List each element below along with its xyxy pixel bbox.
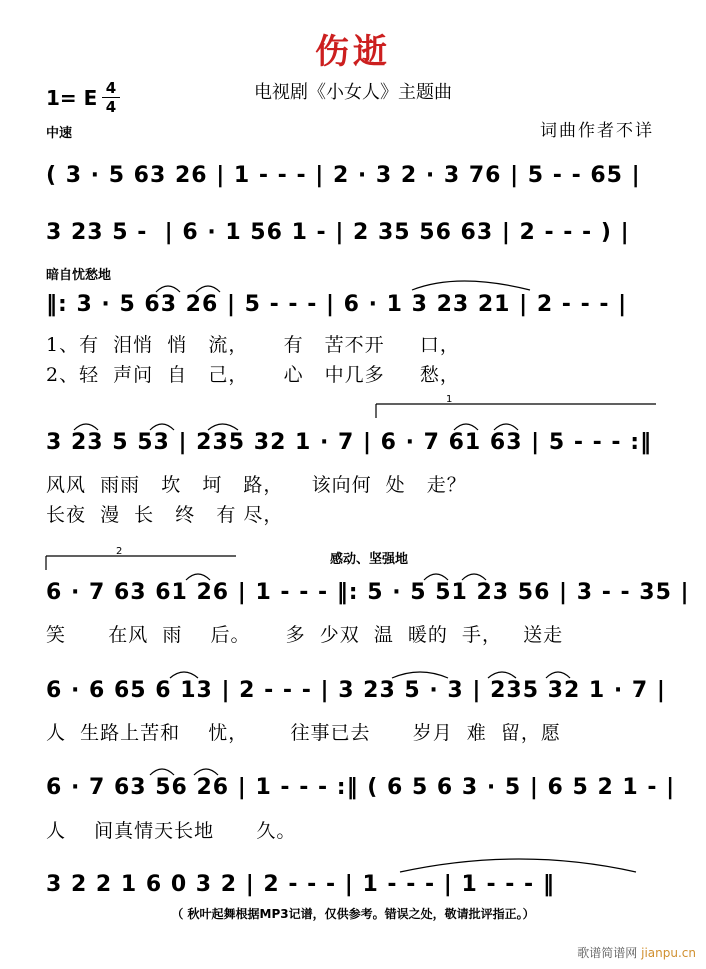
slur-mark xyxy=(156,286,180,292)
volta-bracket-2 xyxy=(46,546,236,570)
slur-mark xyxy=(454,424,478,430)
tie-mark xyxy=(400,859,636,872)
tempo-marking: 中速 xyxy=(46,126,73,141)
lyric-line-4-verse-2: 长夜 漫 长 终 有 尽， xyxy=(46,504,284,526)
notation-line-2: 3 23 5 - | 6 · 1 56 1 - | 2 35 56 63 | 2 - - - ) | xyxy=(46,220,630,245)
expression-marking-1: 暗自忧愁地 xyxy=(46,268,112,283)
meter-bottom: 4 xyxy=(105,98,117,116)
meter-top: 4 xyxy=(105,79,117,97)
lyric-line-5: 笑 在风 雨 后。 多 少双 温 暖的 手， 送走 xyxy=(46,624,564,646)
slur-mark xyxy=(150,769,174,775)
transcription-note: （ 秋叶起舞根据MP3记谱，仅供参考。错误之处，敬请批评指正。） xyxy=(171,907,535,921)
watermark-url: jianpu.cn xyxy=(641,946,696,960)
lyric-line-3-verse-2: 2、轻 声问 自 己， 心 中几多 愁， xyxy=(46,364,460,386)
notation-line-6: 6 · 6 65 6 13 | 2 - - - | 3 23 5 · 3 | 235 32 1 · 7 | xyxy=(46,678,666,703)
slur-mark xyxy=(412,281,530,290)
slur-mark xyxy=(488,672,516,678)
watermark-site-name: 歌谱简谱网 xyxy=(577,946,638,960)
song-title: 伤逝 xyxy=(315,32,391,72)
volta-bracket-1 xyxy=(376,394,656,418)
slur-mark xyxy=(462,574,486,580)
volta-number-2: 2 xyxy=(116,546,123,557)
expression-marking-2: 感动、坚强地 xyxy=(330,552,409,567)
notation-line-1: ( 3 · 5 63 26 | 1 - - - | 2 · 3 2 · 3 76 | 5 - - 65 | xyxy=(46,163,641,188)
composer-credit: 词曲作者不详 xyxy=(540,121,654,141)
slur-mark xyxy=(208,424,238,430)
notation-line-8: 3 2 2 1 6 0 3 2 | 2 - - - | 1 - - - | 1 - - - ‖ xyxy=(46,872,555,897)
notation-line-4: 3 23 5 53 | 235 32 1 · 7 | 6 · 7 61 63 | 5 - - - :‖ xyxy=(46,430,653,455)
slur-mark xyxy=(186,574,210,580)
slur-mark xyxy=(546,672,570,678)
slur-mark xyxy=(392,672,448,678)
lyric-line-7: 人 间真情天长地 久。 xyxy=(46,820,297,842)
slur-mark xyxy=(150,424,174,430)
notation-line-5: 6 · 7 63 61 26 | 1 - - - ‖: 5 · 5 51 23 56 | 3 - - 35 | xyxy=(46,580,690,605)
key-signature: 1= E xyxy=(46,86,98,110)
slur-mark xyxy=(170,672,198,678)
slur-mark xyxy=(196,286,220,292)
volta-number-1: 1 xyxy=(446,394,453,405)
notation-line-3: ‖: 3 · 5 63 26 | 5 - - - | 6 · 1 3 23 21 | 2 - - - | xyxy=(46,292,628,317)
slur-mark xyxy=(74,424,98,430)
slur-mark xyxy=(494,424,518,430)
lyric-line-3-verse-1: 1、有 泪悄 悄 流， 有 苦不开 口， xyxy=(46,334,460,356)
lyric-line-4-verse-1: 风风 雨雨 坎 坷 路， 该向何 处 走？ xyxy=(46,474,467,496)
lyric-line-6: 人 生路上苦和 忧， 往事已去 岁月 难 留，愿 xyxy=(46,722,561,744)
slur-mark xyxy=(194,769,218,775)
slur-mark xyxy=(424,574,448,580)
notation-line-7: 6 · 7 63 56 26 | 1 - - - :‖ ( 6 5 6 3 · 5 | 6 5 2 1 - | xyxy=(46,775,676,800)
song-subtitle: 电视剧《小女人》主题曲 xyxy=(254,82,452,103)
